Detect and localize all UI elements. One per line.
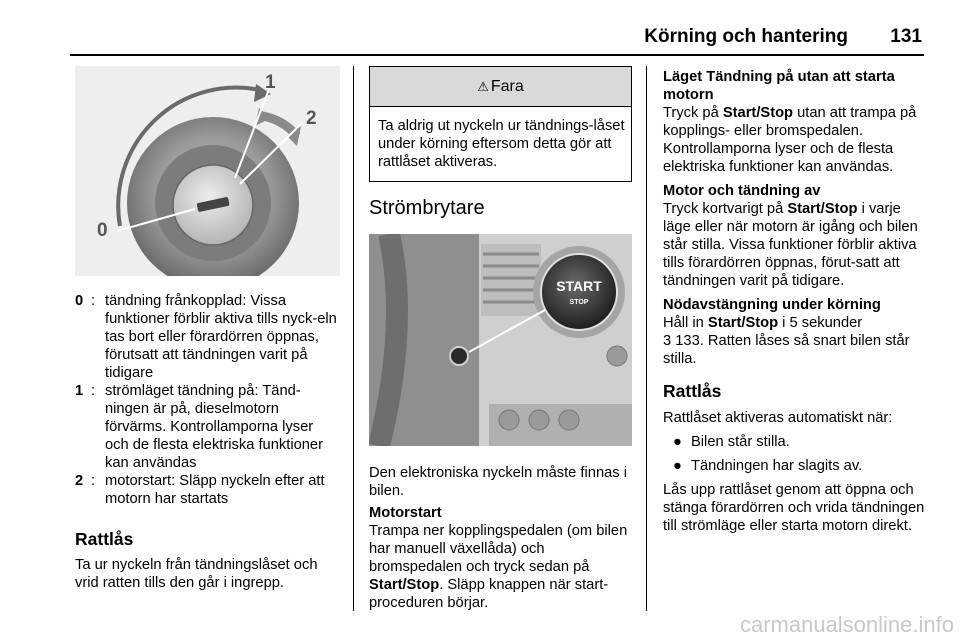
motorstart-text-part2: . Släpp knappen när start-proceduren börjar. xyxy=(369,577,609,611)
danger-header xyxy=(370,67,631,107)
danger-text: Ta aldrig ut nyckeln ur tändnings-låset under körning eftersom detta gör att rattlåset aktiveras. xyxy=(378,118,625,170)
strombrytare-intro: Den elektroniska nyckeln måste finnas i bilen. xyxy=(369,465,627,499)
motor-av-heading: Motor och tändning av xyxy=(663,183,821,199)
rattlas-final: Lås upp rattlåset genom att öppna och stänga förardörren och vrida tändningen till strömläge eller starta motorn direkt. xyxy=(663,482,925,534)
console-knob-2 xyxy=(529,410,549,430)
column-divider-1 xyxy=(353,66,354,611)
start-button-label: START xyxy=(556,278,602,294)
side-knob xyxy=(607,346,627,366)
start-stop-illustration xyxy=(369,234,632,446)
page-number: 131 xyxy=(890,26,922,47)
lage-button-name: Start/Stop xyxy=(722,105,794,121)
list-item xyxy=(663,433,931,451)
page-reference-link[interactable]: 3 133 xyxy=(663,333,700,349)
air-vent xyxy=(481,244,541,316)
console-knob-1 xyxy=(499,410,519,430)
stop-button-label: STOP xyxy=(569,299,589,306)
position-list xyxy=(75,292,340,508)
position-key: 0 xyxy=(75,293,84,309)
page-header xyxy=(0,26,960,56)
bullet-icon: ● xyxy=(673,434,682,450)
position-item-1 xyxy=(75,382,340,472)
position-label-0: 0 xyxy=(97,220,108,241)
bullet-text: Bilen står stilla. xyxy=(691,434,790,450)
nod-button-name: Start/Stop xyxy=(707,315,779,331)
nodavstangning-text xyxy=(663,314,931,368)
position-desc: strömläget tändning på: Tänd-ningen är på, dieselmotorn förvärms. Kontrollamporna lyser och de flesta elektriska funktioner kan användas xyxy=(105,383,323,471)
ignition-key-figure xyxy=(75,66,340,276)
position-key: 2 xyxy=(75,473,84,489)
watermark: carmanualsonline.info xyxy=(739,612,954,637)
position-label-2: 2 xyxy=(306,108,317,129)
position-sep: : xyxy=(91,293,96,309)
nod-text-part1: Håll in xyxy=(663,315,708,331)
position-sep: : xyxy=(91,473,96,489)
bullet-icon: ● xyxy=(673,458,682,474)
header-rule xyxy=(70,54,924,56)
nodavstangning-heading: Nödavstängning under körning xyxy=(663,297,881,313)
position-item-2 xyxy=(75,472,340,508)
rattlas-heading: Rattlås xyxy=(75,529,134,549)
lage-text-part2: utan att trampa på kopplings- eller bromspedalen. Kontrollamporna lyser och de flesta elektriska funktioner kan användas. xyxy=(663,105,917,175)
motor-av-button-name: Start/Stop xyxy=(787,201,858,217)
column-1 xyxy=(75,66,340,592)
nod-text-part2: i 5 sekunder xyxy=(778,315,863,331)
nod-text-part3: . Ratten låses så snart bilen står stilla. xyxy=(663,333,910,367)
ignition-key-illustration xyxy=(75,66,340,276)
warning-icon: ⚠ xyxy=(477,79,489,94)
danger-title: Fara xyxy=(490,78,524,96)
lage-heading: Läget Tändning på utan att starta motorn xyxy=(663,69,895,103)
strombrytare-heading: Strömbrytare xyxy=(369,197,485,219)
page-title: Körning och hantering xyxy=(644,26,848,47)
motor-av-text xyxy=(663,200,931,290)
position-desc: tändning frånkopplad: Vissa funktioner förblir aktiva tills nyck-eln tas bort eller förardörren öppnas, förutsatt att tändningen varit på tidigare xyxy=(105,293,337,381)
rattlas-intro: Rattlåset aktiveras automatiskt när: xyxy=(663,410,893,426)
motorstart-button-name: Start/Stop xyxy=(369,577,440,593)
column-2 xyxy=(369,66,632,612)
rattlas-text: Ta ur nyckeln från tändningslåset och vrid ratten tills den går i ingrepp. xyxy=(75,557,318,591)
position-item-0 xyxy=(75,292,340,382)
danger-box xyxy=(369,66,632,182)
start-stop-figure xyxy=(369,234,632,446)
column-divider-2 xyxy=(646,66,647,611)
bullet-text: Tändningen har slagits av. xyxy=(691,458,863,474)
lage-text xyxy=(663,104,931,176)
motor-av-text-part1: Tryck kortvarigt på xyxy=(663,201,788,217)
rattlas-heading-2: Rattlås xyxy=(663,381,722,401)
position-label-1: 1 xyxy=(265,72,276,93)
lage-text-part1: Tryck på xyxy=(663,105,723,121)
start-button-small xyxy=(450,347,468,365)
position-key: 1 xyxy=(75,383,84,399)
motor-av-text-part2: i varje läge eller när motorn är igång och bilen står stilla. Vissa funktioner förblir aktiva tills förardörren öppnas, förut-satt att tändningen varit på tidigare. xyxy=(663,201,918,289)
position-sep: : xyxy=(91,383,96,399)
column-3 xyxy=(663,66,931,535)
motorstart-text xyxy=(369,522,632,612)
position-desc: motorstart: Släpp nyckeln efter att motorn har startats xyxy=(105,473,325,507)
motorstart-heading: Motorstart xyxy=(369,505,442,521)
list-item xyxy=(663,457,931,475)
console-knob-3 xyxy=(559,410,579,430)
motorstart-text-part1: Trampa ner kopplingspedalen (om bilen har manuell växellåda) och bromspedalen och tryck sedan på xyxy=(369,523,628,575)
